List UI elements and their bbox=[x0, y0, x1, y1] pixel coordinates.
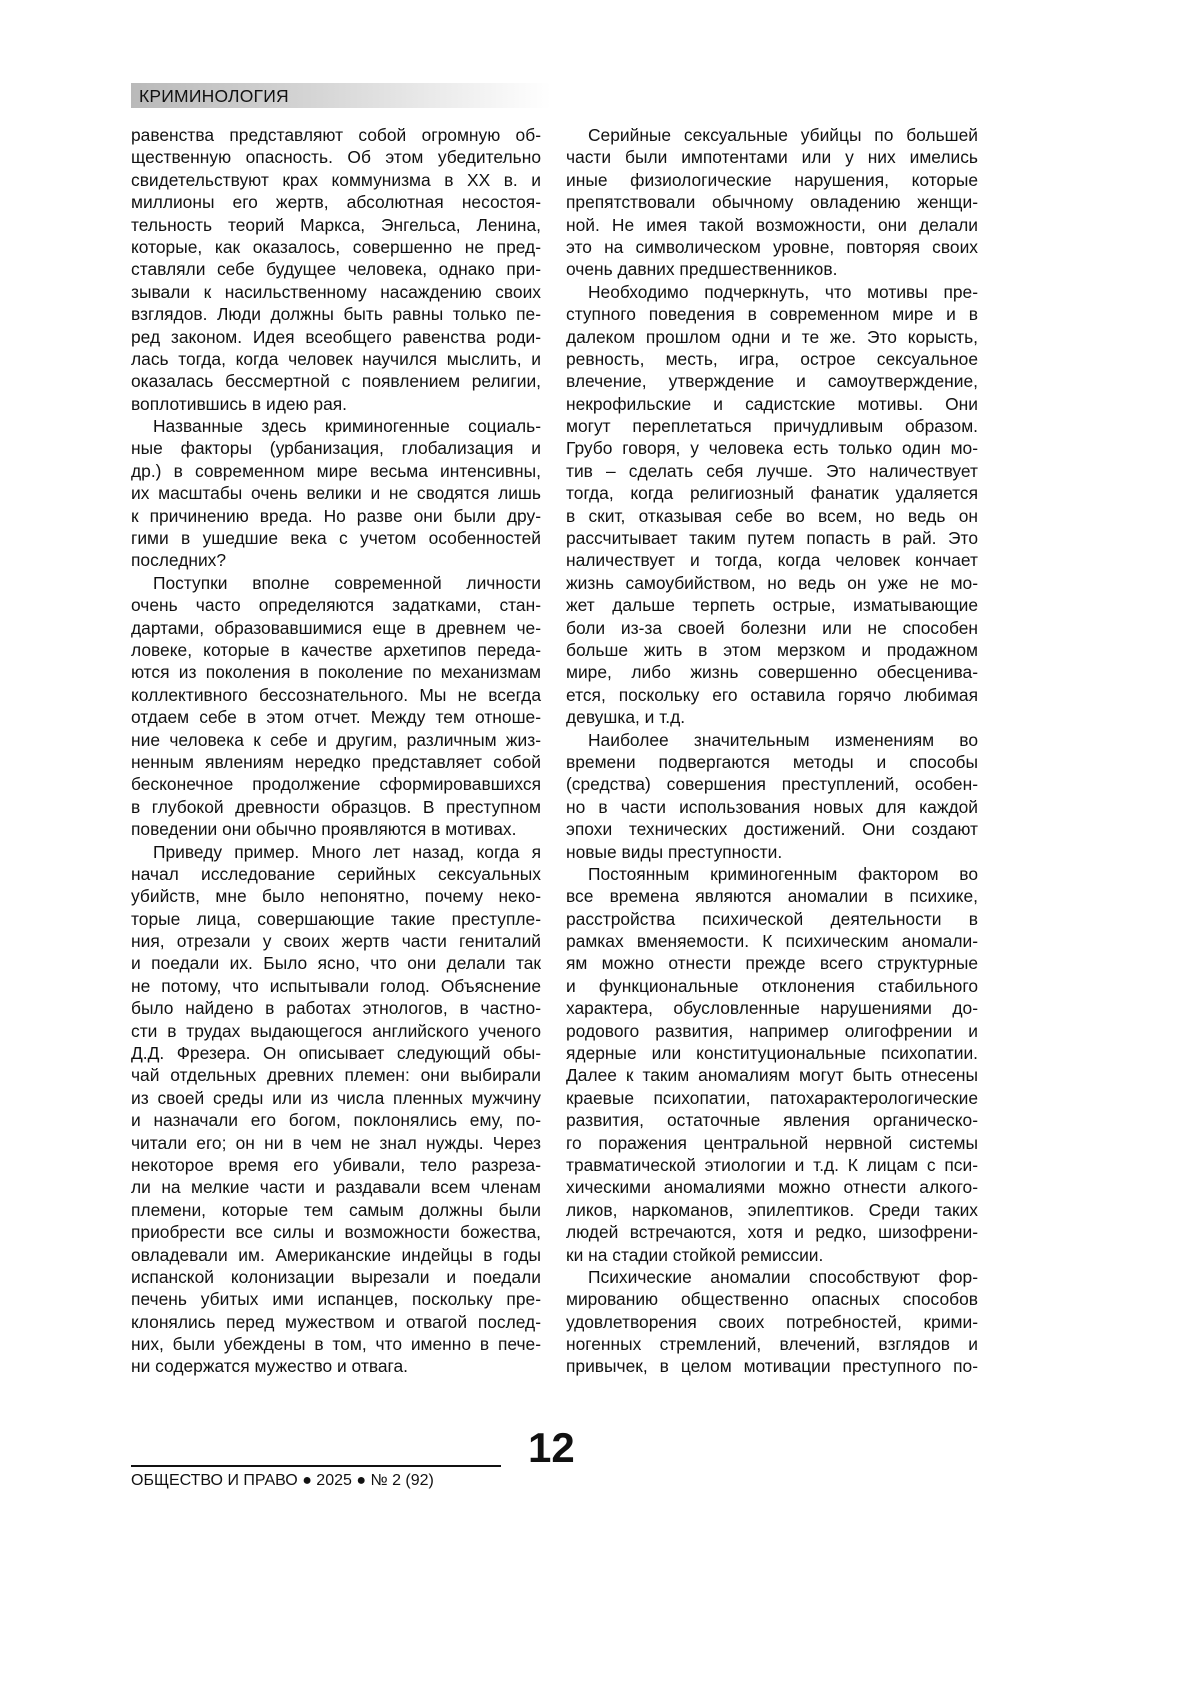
text-line: родового развития, например олигофрении и bbox=[566, 1020, 978, 1042]
text-line: боли из-за своей болезни или не способен bbox=[566, 617, 978, 639]
text-line: коллективного бессознательного. Мы не всегда bbox=[131, 684, 541, 706]
text-line: убийств, мне было непонятно, почему неко- bbox=[131, 885, 541, 907]
text-line: Далее к таким аномалиям могут быть отнесены bbox=[566, 1064, 978, 1086]
text-line: которые, как оказалось, совершенно не пред- bbox=[131, 236, 541, 258]
text-column-left bbox=[131, 124, 541, 1378]
text-line: удовлетворения своих потребностей, крими- bbox=[566, 1311, 978, 1333]
text-line: хическими аномалиями можно отнести алкого- bbox=[566, 1176, 978, 1198]
text-line: зывали к насильственному насаждению своих bbox=[131, 281, 541, 303]
text-line: было найдено в работах этнологов, в частно- bbox=[131, 997, 541, 1019]
text-line: далеком прошлом одни и те же. Это корысть, bbox=[566, 326, 978, 348]
text-line: некоторое время его убивали, тело разреза- bbox=[131, 1154, 541, 1176]
text-line: из своей среды или из числа пленных мужчину bbox=[131, 1087, 541, 1109]
paragraph bbox=[131, 415, 541, 572]
text-line: наличествует и тогда, когда человек кончает bbox=[566, 549, 978, 571]
text-line: ние человека к себе и другим, различным жиз- bbox=[131, 729, 541, 751]
text-line: ногенных стремлений, влечений, взглядов и bbox=[566, 1333, 978, 1355]
journal-citation: ОБЩЕСТВО И ПРАВО ● 2025 ● № 2 (92) bbox=[131, 1472, 434, 1490]
text-line: людей встречаются, хотя и редко, шизофрени- bbox=[566, 1221, 978, 1243]
paragraph bbox=[131, 124, 541, 415]
text-line: и назначали его богом, поклонялись ему, по- bbox=[131, 1109, 541, 1131]
text-line: и поедали их. Было ясно, что они делали так bbox=[131, 952, 541, 974]
text-line: ревность, месть, игра, острое сексуальное bbox=[566, 348, 978, 370]
text-line: к причинению вреда. Но разве они были дру- bbox=[131, 505, 541, 527]
text-line: травматической этиологии и т.д. К лицам с пси- bbox=[566, 1154, 978, 1176]
footer-divider bbox=[131, 1465, 501, 1467]
text-line: препятствовали обычному овладению женщи- bbox=[566, 191, 978, 213]
text-line: ред законом. Идея всеобщего равенства роди- bbox=[131, 326, 541, 348]
text-line: времени подвергаются методы и способы bbox=[566, 751, 978, 773]
text-line: испанской колонизации вырезали и поедали bbox=[131, 1266, 541, 1288]
text-line: тельность теорий Маркса, Энгельса, Ленина, bbox=[131, 214, 541, 236]
text-line: ется, поскольку его оставила горячо любимая bbox=[566, 684, 978, 706]
section-title: КРИМИНОЛОГИЯ bbox=[139, 86, 289, 107]
text-line: новые виды преступности. bbox=[566, 841, 978, 863]
text-line: Психические аномалии способствуют фор- bbox=[566, 1266, 978, 1288]
paragraph bbox=[131, 572, 541, 841]
text-line: ли на мелкие части и раздавали всем членам bbox=[131, 1176, 541, 1198]
text-line: Серийные сексуальные убийцы по большей bbox=[566, 124, 978, 146]
text-line: равенства представляют собой огромную об- bbox=[131, 124, 541, 146]
text-line: ядерные или конституциональные психопатии. bbox=[566, 1042, 978, 1064]
text-line: их масштабы очень велики и не сводятся лишь bbox=[131, 482, 541, 504]
text-line: последних? bbox=[131, 549, 541, 571]
text-line: мире, либо жизнь совершенно обесценива- bbox=[566, 661, 978, 683]
text-line: Приведу пример. Много лет назад, когда я bbox=[131, 841, 541, 863]
text-line: ям можно отнести прежде всего структурные bbox=[566, 952, 978, 974]
text-line: поведении они обычно проявляются в мотивах. bbox=[131, 818, 541, 840]
text-line: все времена являются аномалии в психике, bbox=[566, 885, 978, 907]
text-line: рамках вменяемости. К психическим аномали- bbox=[566, 930, 978, 952]
text-line: характера, обусловленные нарушениями до- bbox=[566, 997, 978, 1019]
text-line: жет дальше терпеть острые, изматывающие bbox=[566, 594, 978, 616]
text-line: отдаем себе в этом отчет. Между тем отноше- bbox=[131, 706, 541, 728]
text-line: приобрести все силы и возможности божества, bbox=[131, 1221, 541, 1243]
page-number: 12 bbox=[528, 1424, 575, 1472]
paragraph bbox=[566, 281, 978, 729]
text-line: тогда, когда религиозный фанатик удаляется bbox=[566, 482, 978, 504]
text-line: сти в трудах выдающегося английского ученого bbox=[131, 1020, 541, 1042]
text-line: Необходимо подчеркнуть, что мотивы пре- bbox=[566, 281, 978, 303]
text-line: в скит, отказывая себе во всем, но ведь он bbox=[566, 505, 978, 527]
text-line: взглядов. Люди должны быть равны только пе- bbox=[131, 303, 541, 325]
text-line: рассчитывает таким путем попасть в рай. Это bbox=[566, 527, 978, 549]
text-line: читали его; он ни в чем не знал нужды. Через bbox=[131, 1132, 541, 1154]
text-line: Грубо говоря, у человека есть только один мо- bbox=[566, 437, 978, 459]
text-line: больше жить в этом мерзком и продажном bbox=[566, 639, 978, 661]
text-line: дартами, образовавшимися еще в древнем че- bbox=[131, 617, 541, 639]
text-line: иные физиологические нарушения, которые bbox=[566, 169, 978, 191]
text-line: ненным явлениям нередко представляет собой bbox=[131, 751, 541, 773]
paragraph bbox=[566, 863, 978, 1266]
text-line: не потому, что испытывали голод. Объяснение bbox=[131, 975, 541, 997]
text-line: ные факторы (урбанизация, глобализация и bbox=[131, 437, 541, 459]
text-line: краевые психопатии, патохарактерологические bbox=[566, 1087, 978, 1109]
text-line: влечение, утверждение и самоутверждение, bbox=[566, 370, 978, 392]
text-line: гими в ушедшие века с учетом особенностей bbox=[131, 527, 541, 549]
text-line: Постоянным криминогенным фактором во bbox=[566, 863, 978, 885]
paragraph bbox=[131, 841, 541, 1378]
text-line: ликов, наркоманов, эпилептиков. Среди таких bbox=[566, 1199, 978, 1221]
text-line: свидетельствуют крах коммунизма в XX в. и bbox=[131, 169, 541, 191]
text-line: мированию общественно опасных способов bbox=[566, 1288, 978, 1310]
text-line: части были импотентами или у них имелись bbox=[566, 146, 978, 168]
text-line: тив – сделать себя лучше. Это наличествует bbox=[566, 460, 978, 482]
text-line: в глубокой древности образцов. В преступном bbox=[131, 796, 541, 818]
text-line: торые лица, совершающие такие преступле- bbox=[131, 908, 541, 930]
text-line: Д.Д. Фрезера. Он описывает следующий обы- bbox=[131, 1042, 541, 1064]
text-line: жизнь самоубийством, но ведь он уже не мо- bbox=[566, 572, 978, 594]
text-line: могут переплетаться причудливым образом. bbox=[566, 415, 978, 437]
text-line: очень часто определяются задатками, стан- bbox=[131, 594, 541, 616]
text-line: девушка, и т.д. bbox=[566, 706, 978, 728]
text-line: оказалась бессмертной с появлением религии, bbox=[131, 370, 541, 392]
text-line: чай отдельных древних племен: они выбирали bbox=[131, 1064, 541, 1086]
text-line: Названные здесь криминогенные социаль- bbox=[131, 415, 541, 437]
text-line: начал исследование серийных сексуальных bbox=[131, 863, 541, 885]
text-line: (средства) совершения преступлений, особен- bbox=[566, 773, 978, 795]
text-column-right bbox=[566, 124, 978, 1378]
section-header bbox=[131, 83, 551, 108]
text-line: эпохи технических достижений. Они создают bbox=[566, 818, 978, 840]
paragraph bbox=[566, 124, 978, 281]
text-line: привычек, в целом мотивации преступного по- bbox=[566, 1355, 978, 1377]
text-line: это на символическом уровне, повторяя своих bbox=[566, 236, 978, 258]
text-line: некрофильские и садистские мотивы. Они bbox=[566, 393, 978, 415]
text-line: клонялись перед мужеством и отвагой послед- bbox=[131, 1311, 541, 1333]
text-line: бесконечное продолжение сформировавшихся bbox=[131, 773, 541, 795]
text-line: др.) в современном мире весьма интенсивны, bbox=[131, 460, 541, 482]
text-line: племени, которые тем самым должны были bbox=[131, 1199, 541, 1221]
paragraph bbox=[566, 1266, 978, 1378]
text-line: Поступки вполне современной личности bbox=[131, 572, 541, 594]
text-line: очень давних предшественников. bbox=[566, 258, 978, 280]
text-line: миллионы его жертв, абсолютная несостоя- bbox=[131, 191, 541, 213]
text-line: го поражения центральной нервной системы bbox=[566, 1132, 978, 1154]
text-line: ния, отрезали у своих жертв части гениталий bbox=[131, 930, 541, 952]
text-line: ставляли себе будущее человека, однако при- bbox=[131, 258, 541, 280]
text-line: печень убитых ими испанцев, поскольку пре- bbox=[131, 1288, 541, 1310]
text-line: ной. Не имея такой возможности, они делали bbox=[566, 214, 978, 236]
text-line: ловеке, которые в качестве архетипов переда- bbox=[131, 639, 541, 661]
text-line: ни содержатся мужество и отвага. bbox=[131, 1355, 541, 1377]
text-line: и функциональные отклонения стабильного bbox=[566, 975, 978, 997]
text-line: расстройства психической деятельности в bbox=[566, 908, 978, 930]
text-line: ки на стадии стойкой ремиссии. bbox=[566, 1244, 978, 1266]
text-line: лась тогда, когда человек научился мыслить, и bbox=[131, 348, 541, 370]
text-line: овладевали им. Американские индейцы в годы bbox=[131, 1244, 541, 1266]
text-line: развития, остаточные явления органическо- bbox=[566, 1109, 978, 1131]
text-line: Наиболее значительным изменениям во bbox=[566, 729, 978, 751]
text-line: них, были убеждены в том, что именно в пече- bbox=[131, 1333, 541, 1355]
text-line: щественную опасность. Об этом убедительно bbox=[131, 146, 541, 168]
paragraph bbox=[566, 729, 978, 863]
text-line: но в части использования новых для каждой bbox=[566, 796, 978, 818]
text-line: ступного поведения в современном мире и в bbox=[566, 303, 978, 325]
text-line: ются из поколения в поколение по механизмам bbox=[131, 661, 541, 683]
text-line: воплотившись в идею рая. bbox=[131, 393, 541, 415]
